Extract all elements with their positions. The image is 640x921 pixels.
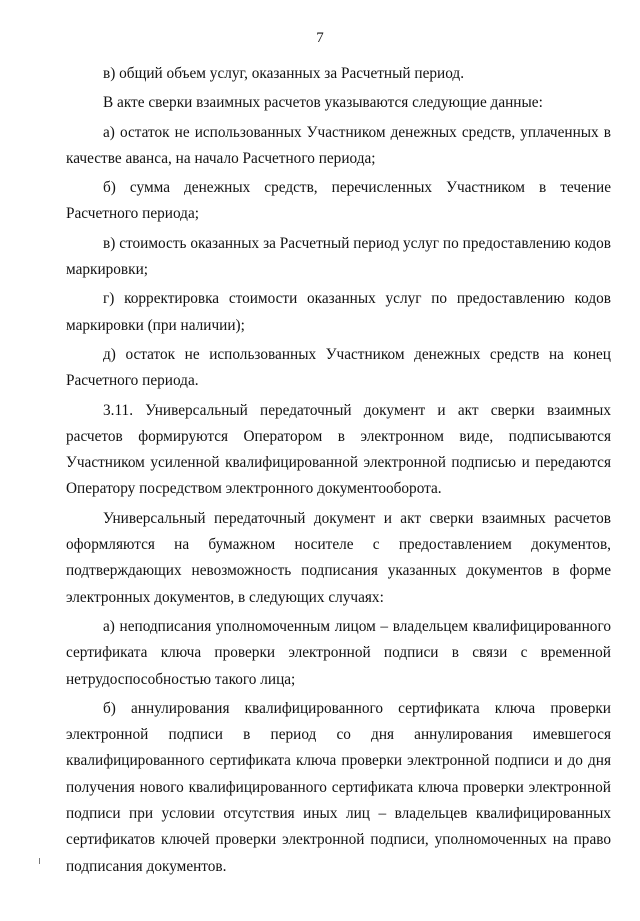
scan-speck (39, 858, 40, 864)
paragraph-reconciliation-intro: В акте сверки взаимных расчетов указываются следующие данные: (103, 94, 543, 112)
paragraph-item-v-total-services: в) общий объем услуг, оказанных за Расчетный период. (103, 65, 465, 82)
paragraph-case-b-annulment: б) аннулирования квалифицированного сертификата ключа проверки электронной подписи в период со дня аннулирования имевшегося квалифицированного сертификата ключа проверки электронной подписи и до дня получения нового квалифицированного сертификата ключа проверки электронной подписи при условии отсутствия иных лиц – владельцев квалифицированных сертификатов ключей проверки электронной подписи, уполномоченных на право подписания документов. (66, 699, 611, 875)
paragraph-item-a-advance-balance: а) остаток не использованных Участником денежных средств, уплаченных в качестве аванса, на начало Расчетного периода; (66, 123, 611, 167)
paragraph-case-a-non-signing: а) неподписания уполномоченным лицом – владельцем квалифицированного сертификата ключа проверки электронной подписи в связи с временной нетрудоспособностью такого лица; (66, 617, 611, 688)
paragraph-item-g-cost-adjustment: г) корректировка стоимости оказанных услуг по предоставлению кодов маркировки (при наличии); (66, 290, 611, 334)
paragraph-item-b-transferred-funds: б) сумма денежных средств, перечисленных Участником в течение Расчетного периода; (66, 179, 611, 223)
paragraph-item-v-services-cost: в) стоимость оказанных за Расчетный период услуг по предоставлению кодов маркировки; (66, 234, 611, 279)
paragraph-section-3-11: 3.11. Универсальный передаточный документ и акт сверки взаимных расчетов формируются Оператором в электронном виде, подписываются Участником усиленной квалифицированной электронной подписью и передаются Оператору посредством электронного документооборота. (66, 401, 611, 498)
paragraph-item-d-end-balance: д) остаток не использованных Участником денежных средств на конец Расчетного периода. (66, 345, 611, 390)
page-number: 7 (316, 30, 324, 46)
document-body (66, 61, 611, 883)
paragraph-paper-format-cases: Универсальный передаточный документ и акт сверки взаимных расчетов оформляются на бумажном носителе с предоставлением документов, подтверждающих невозможность подписания указанных документов в форме электронных документов, в следующих случаях: (66, 509, 611, 606)
